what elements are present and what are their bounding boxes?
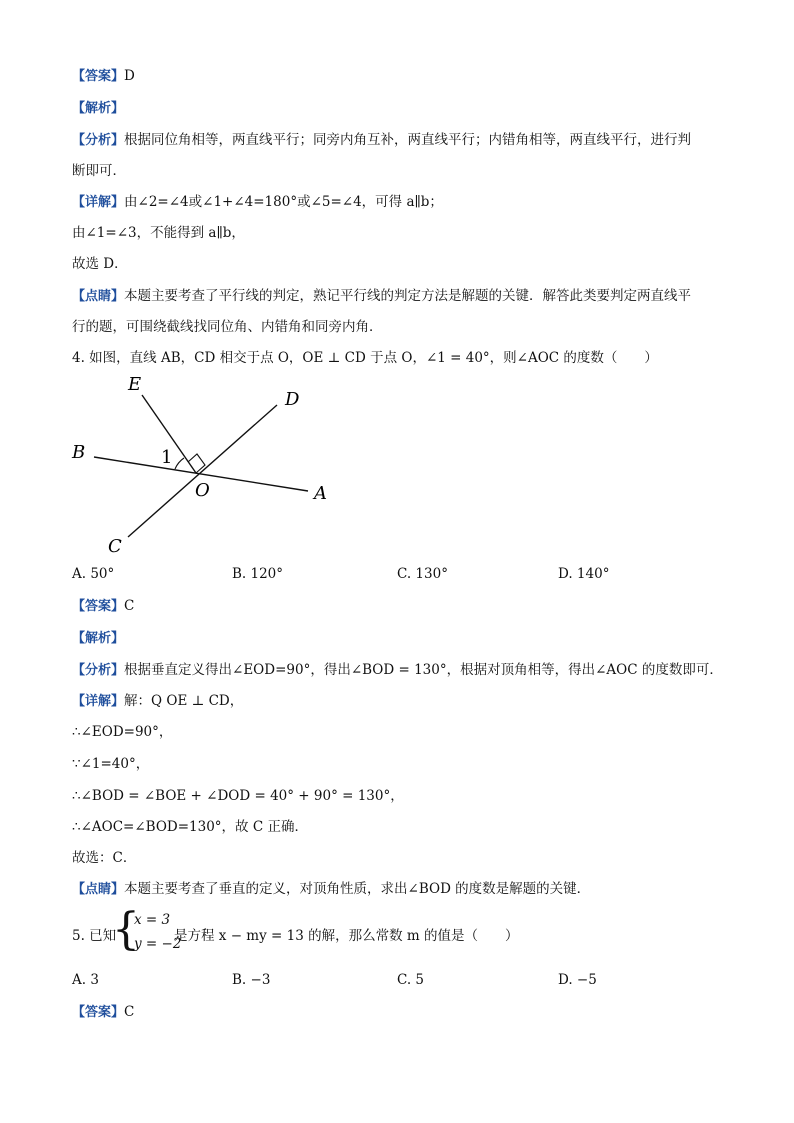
fenxi-text: 根据垂直定义得出∠EOD=90°，得出∠BOD = 130°，根据对顶角相等，得出∠AOC 的度数即可． [124, 662, 723, 678]
brace-symbol: { [112, 904, 140, 955]
dianjing-tag: 【点睛】 [72, 289, 125, 304]
answer-tag: 【答案】 [72, 599, 125, 614]
q3-answer-line [72, 66, 135, 87]
q5-suffix: 是方程 x − my = 13 的解，那么常数 m 的值是（ ） [174, 928, 519, 944]
xiangjie-tag: 【详解】 [72, 694, 125, 709]
q3-xiangjie-line3: 故选 D． [72, 256, 128, 272]
q4-stem: 4. 如图，直线 AB，CD 相交于点 O，OE ⊥ CD 于点 O，∠1 = 40°，则∠AOC 的度数（ ） [72, 350, 658, 366]
q5-stem [72, 904, 572, 956]
angle-1-arc [175, 458, 184, 469]
answer-value: C [124, 598, 135, 614]
dianjing-tag: 【点睛】 [72, 882, 125, 897]
equation-2: y = −2 [134, 936, 182, 952]
answer-tag: 【答案】 [72, 1005, 125, 1020]
q5-answer-line [72, 1002, 134, 1023]
q3-dianjing-line1 [72, 286, 691, 307]
option-a: A. 50° [72, 566, 115, 582]
label-D: D [285, 389, 300, 410]
q4-step5: 故选：C． [72, 850, 137, 866]
fenxi-tag: 【分析】 [72, 133, 125, 148]
fenxi-tag: 【分析】 [72, 663, 125, 678]
line-cd [128, 405, 277, 537]
q4-xiangjie-line [72, 691, 243, 712]
q4-dianjing-line [72, 879, 590, 900]
q3-fenxi-line2: 断即可． [72, 163, 126, 179]
option-d: D. −5 [558, 972, 597, 988]
label-E: E [128, 374, 142, 395]
label-C: C [108, 536, 122, 557]
analysis-tag: 【解析】 [72, 631, 125, 646]
geometry-figure [62, 370, 342, 560]
equation-1: x = 3 [134, 912, 171, 928]
q5-options [72, 970, 722, 990]
xiangjie-text: 由∠2=∠4或∠1+∠4=180°或∠5=∠4，可得 a∥b； [124, 194, 443, 210]
xiangjie-text: 解：Q OE ⊥ CD， [124, 693, 244, 709]
label-1: 1 [161, 447, 173, 468]
answer-value: C [124, 1004, 135, 1020]
q4-step1: ∴∠EOD=90°， [72, 724, 173, 740]
q4-analysis-line [72, 628, 124, 649]
label-A: A [314, 483, 327, 504]
dianjing-text: 本题主要考查了平行线的判定，熟记平行线的判定方法是解题的关键．解答此类要判定两直线平 [124, 288, 692, 304]
option-b: B. −3 [232, 972, 271, 988]
answer-tag: 【答案】 [72, 69, 125, 84]
q4-options [72, 564, 722, 584]
q4-answer-line [72, 596, 134, 617]
q4-fenxi-line [72, 660, 723, 681]
q4-step4: ∴∠AOC=∠BOD=130°，故 C 正确． [72, 819, 308, 835]
label-O: O [195, 480, 210, 501]
fenxi-text: 根据同位角相等，两直线平行；同旁内角互补，两直线平行；内错角相等，两直线平行，进行判 [124, 132, 692, 148]
option-a: A. 3 [72, 972, 99, 988]
q3-xiangjie-line1 [72, 192, 443, 213]
q4-step2: ∵∠1=40°， [72, 756, 150, 772]
option-c: C. 5 [397, 972, 425, 988]
q4-step3: ∴∠BOD = ∠BOE + ∠DOD = 40° + 90° = 130°， [72, 788, 404, 804]
xiangjie-tag: 【详解】 [72, 195, 125, 210]
option-c: C. 130° [397, 566, 448, 582]
q5-prefix: 5. 已知 [72, 928, 117, 944]
q3-analysis-line [72, 98, 124, 119]
q3-dianjing-line2: 行的题，可围绕截线找同位角、内错角和同旁内角． [72, 319, 383, 335]
answer-value: D [124, 68, 135, 84]
label-B: B [72, 442, 86, 463]
option-b: B. 120° [232, 566, 284, 582]
analysis-tag: 【解析】 [72, 101, 125, 116]
dianjing-text: 本题主要考查了垂直的定义，对顶角性质，求出∠BOD 的度数是解题的关键． [124, 881, 591, 897]
q3-fenxi-line1 [72, 130, 691, 151]
q3-xiangjie-line2: 由∠1=∠3，不能得到 a∥b， [72, 225, 245, 241]
option-d: D. 140° [558, 566, 610, 582]
